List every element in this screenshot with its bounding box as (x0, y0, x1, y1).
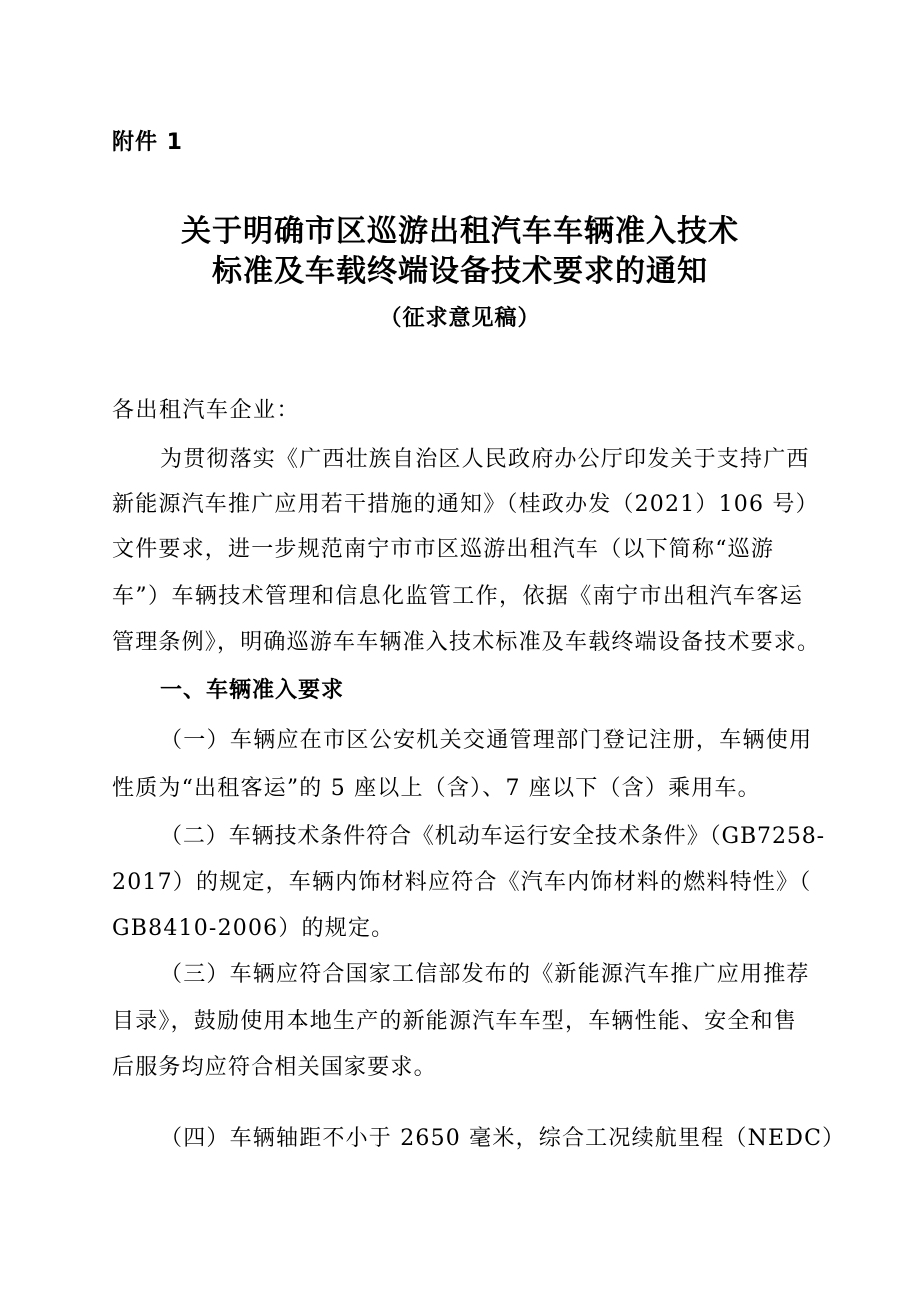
paragraph-line: 新能源汽车推广应用若干措施的通知》（桂政办发（2021）106 号） (112, 492, 819, 517)
document-subtitle: （征求意见稿） (379, 306, 541, 331)
paragraph-line: 文件要求，进一步规范南宁市市区巡游出租汽车（以下简称“巡游 (112, 537, 775, 562)
item-line: （一）车辆应在市区公安机关交通管理部门登记注册，车辆使用 (160, 728, 813, 753)
salutation: 各出租汽车企业： (112, 398, 301, 423)
attachment-label: 附件 1 (112, 130, 183, 155)
item-line: 目录》，鼓励使用本地生产的新能源汽车车型，车辆性能、安全和售 (112, 1009, 798, 1034)
item-line: 性质为“出租客运”的 5 座以上（含）、7 座以下（含）乘用车。 (112, 776, 761, 801)
document-title-line-1: 关于明确市区巡游出租汽车车辆准入技术 (181, 214, 739, 249)
item-line: 2017）的规定，车辆内饰材料应符合《汽车内饰材料的燃料特性》（ (112, 870, 812, 895)
paragraph-line: 管理条例》，明确巡游车车辆准入技术标准及车载终端设备技术要求。 (112, 630, 821, 655)
paragraph-line: 车”）车辆技术管理和信息化监管工作，依据《南宁市出租汽车客运 (112, 584, 804, 609)
item-line: （二）车辆技术条件符合《机动车运行安全技术条件》（GB7258- (160, 824, 825, 849)
document-title-line-2: 标准及车载终端设备技术要求的通知 (212, 254, 708, 289)
item-line: GB8410-2006）的规定。 (112, 916, 395, 941)
section-heading-vehicle-admission: 一、车辆准入要求 (160, 678, 345, 703)
paragraph-line: 为贯彻落实《广西壮族自治区人民政府办公厅印发关于支持广西 (160, 447, 810, 472)
item-line: 后服务均应符合相关国家要求。 (112, 1055, 437, 1080)
item-line: （三）车辆应符合国家工信部发布的《新能源汽车推广应用推荐 (160, 962, 810, 987)
item-line: （四）车辆轴距不小于 2650 毫米，综合工况续航里程（NEDC） (160, 1126, 846, 1151)
